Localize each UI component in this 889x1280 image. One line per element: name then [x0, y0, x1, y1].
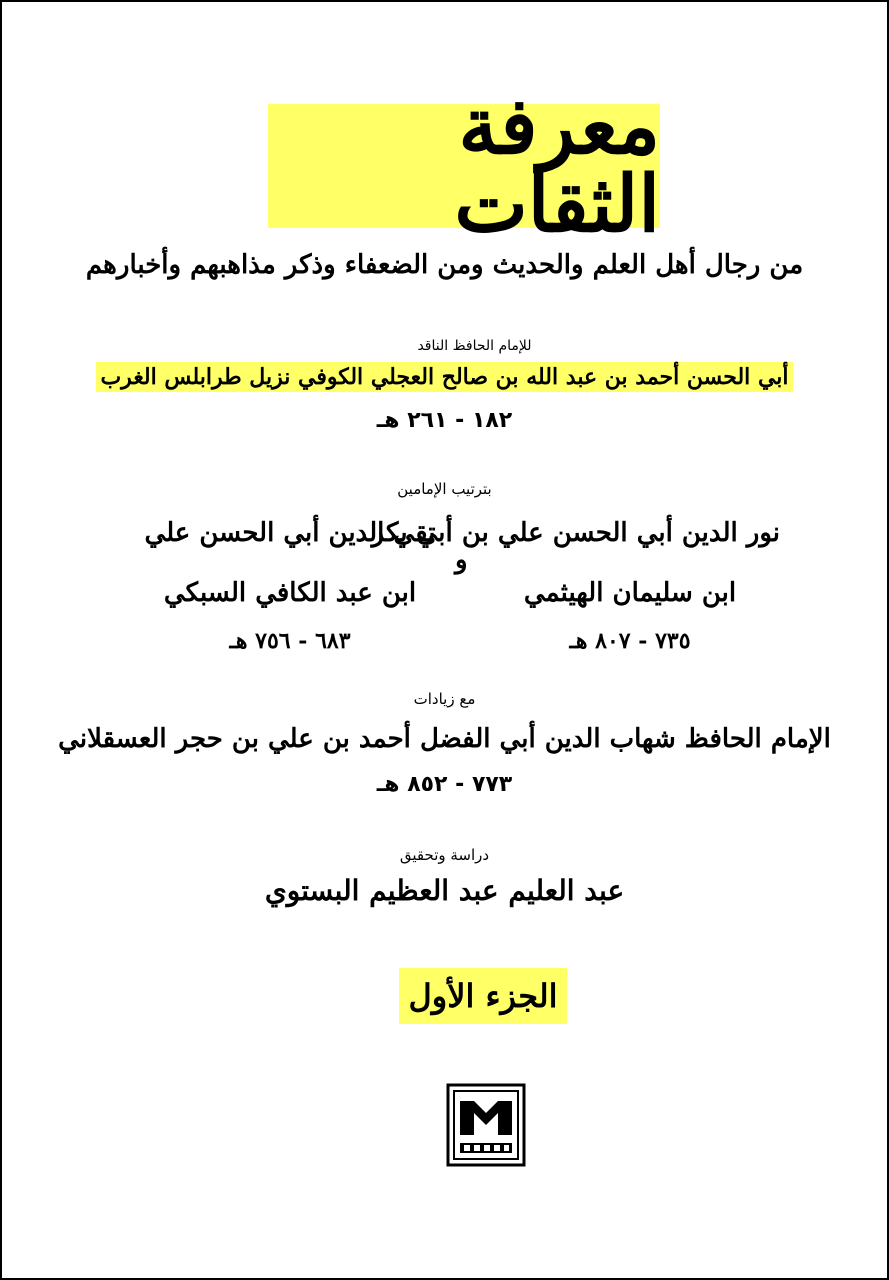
book-title: معرفة الثقات: [454, 81, 660, 250]
author-name: أبي الحسن أحمد بن عبد الله بن صالح العجلي الكوفي نزيل طرابلس الغرب: [96, 362, 792, 392]
arranger-2-name-line1: تقي الدين أبي الحسن علي: [144, 518, 436, 548]
arranger-1-name-line2: ابن سليمان الهيثمي: [523, 578, 737, 608]
author-dates: ١٨٢ - ٢٦١ هـ: [376, 408, 513, 433]
author-name-row: [0, 362, 889, 392]
arranger-2-name-line2: ابن عبد الكافي السبكي: [163, 578, 417, 608]
publisher-logo-icon: [446, 1083, 526, 1167]
study-prefix: دراسة وتحقيق: [399, 846, 490, 864]
arrangement-prefix: بترتيب الإمامين: [397, 480, 492, 498]
volume-label: الجزء الأول: [408, 977, 558, 1015]
editor-name: عبد العليم عبد العظيم البستوي: [264, 874, 625, 907]
volume-banner: [399, 968, 567, 1024]
arranger-1-name-line1: نور الدين أبي الحسن علي بن أبي بكر: [371, 518, 780, 548]
arrangers-connector: و: [455, 545, 468, 575]
arranger-1-dates: ٧٣٥ - ٨٠٧ هـ: [569, 628, 691, 654]
additions-prefix: مع زيادات: [413, 690, 476, 708]
additions-author-name: الإمام الحافظ شهاب الدين أبي الفضل أحمد بن علي بن حجر العسقلاني: [58, 724, 831, 754]
author-prefix: للإمام الحافظ الناقد: [417, 338, 532, 354]
title-banner: [268, 81, 660, 250]
arranger-2-dates: ٦٨٣ - ٧٥٦ هـ: [229, 628, 351, 654]
additions-author-dates: ٧٧٣ - ٨٥٢ هـ: [376, 772, 513, 797]
book-subtitle: من رجال أهل العلم والحديث ومن الضعفاء وذكر مذاهبهم وأخبارهم: [85, 250, 804, 280]
